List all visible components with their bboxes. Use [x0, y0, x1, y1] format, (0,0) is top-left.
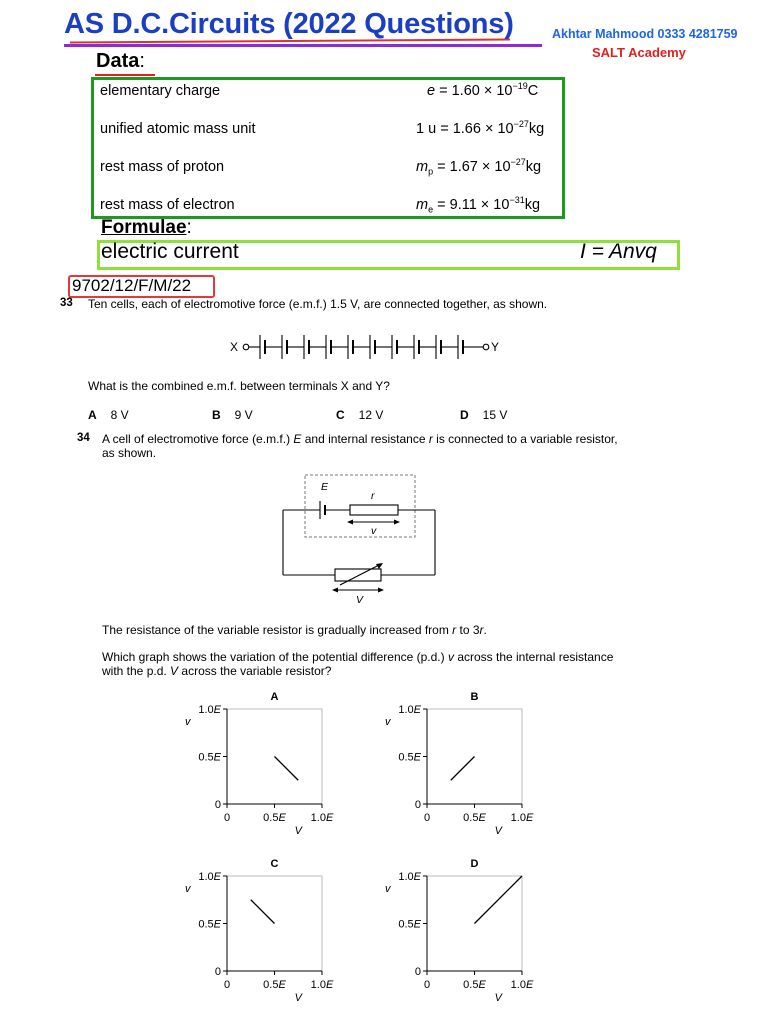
internal-resistance-label: r: [371, 490, 375, 502]
graph-a[interactable]: [170, 688, 360, 836]
x-tick-label: 1.0E: [310, 979, 334, 991]
question-prompt: What is the combined e.m.f. between terminals X and Y?: [88, 379, 390, 393]
x-axis-label: V: [494, 825, 502, 836]
question-text: Ten cells, each of electromotive force (e.m.f.) 1.5 V, are connected together, as shown.: [88, 297, 548, 311]
external-pd-label: V: [356, 594, 364, 606]
formula-expression: I = Anvq: [580, 240, 657, 263]
question-number: 33: [60, 297, 73, 309]
data-line: [475, 876, 523, 924]
academy-name: SALT Academy: [592, 45, 686, 60]
x-tick-label: 0.5E: [263, 812, 286, 824]
question-sentence: Which graph shows the variation of the potential difference (p.d.) v across the internal resistance: [102, 650, 614, 664]
question-text: A cell of electromotive force (e.m.f.) E and internal resistance r is connected to a variable resistor,: [102, 432, 618, 446]
ten-cells-diagram: [225, 330, 500, 364]
x-axis-label: V: [294, 825, 302, 836]
data-row-value: $e = 1.60 \times 10^{-19}C$: [427, 81, 539, 99]
y-tick-label: 0: [414, 966, 421, 978]
option-b[interactable]: B 9 V: [212, 408, 253, 422]
x-tick-label: 0: [223, 812, 231, 824]
x-tick-label: 1.0E: [310, 812, 334, 824]
graph-b[interactable]: [370, 688, 560, 836]
y-tick-label: 0.5E: [398, 918, 421, 931]
x-tick-label: 0: [423, 812, 431, 824]
data-heading: Data:: [96, 50, 145, 72]
data-line: [451, 757, 475, 781]
data-row-label: elementary charge: [100, 83, 221, 99]
option-a[interactable]: A 8 V: [88, 408, 129, 422]
title-underline-purple: [64, 44, 542, 47]
y-tick-label: 0: [414, 799, 421, 811]
question-sentence: The resistance of the variable resistor is gradually increased from r to 3r.: [102, 623, 487, 637]
x-tick-label: 0: [223, 979, 231, 991]
question-text: as shown.: [102, 446, 157, 460]
graph-letter: A: [270, 691, 279, 703]
data-row-value: 1 $u = 1.66 \times 10^{-27}kg$: [416, 119, 545, 137]
y-tick-label: 0: [214, 799, 221, 811]
author-contact: Akhtar Mahmood 0333 4281759: [552, 27, 738, 41]
graph-letter: B: [470, 691, 479, 703]
y-axis-label: v: [185, 716, 191, 728]
x-tick-label: 1.0E: [510, 979, 534, 991]
graph-c[interactable]: [170, 855, 360, 1003]
data-row-label: rest mass of proton: [100, 159, 225, 175]
data-row-label: unified atomic mass unit: [100, 121, 256, 137]
question-sentence: with the p.d. V across the variable resistor?: [102, 664, 332, 678]
y-tick-label: 0.5E: [198, 751, 221, 764]
x-axis-label: V: [494, 992, 502, 1003]
x-tick-label: 1.0E: [510, 812, 534, 824]
internal-pd-label: v: [371, 525, 377, 537]
paper-code: 9702/12/F/M/22: [72, 276, 192, 295]
y-tick-label: 0.5E: [198, 918, 221, 931]
page-title: AS D.C.Circuits (2022 Questions): [64, 8, 514, 40]
data-row-value: $m_e = 9.11 \times 10^{-31}kg$: [416, 195, 541, 215]
data-line: [275, 757, 299, 781]
terminal-y-label: Y: [491, 340, 500, 354]
data-row-label: rest mass of electron: [100, 197, 235, 213]
y-tick-label: 1.0E: [198, 704, 221, 716]
y-tick-label: 0.5E: [398, 751, 421, 764]
x-tick-label: 0.5E: [463, 812, 486, 824]
option-c[interactable]: C 12 V: [336, 408, 384, 422]
x-tick-label: 0: [423, 979, 431, 991]
y-tick-label: 1.0E: [398, 871, 421, 883]
emf-label: E: [321, 481, 329, 493]
y-axis-label: v: [385, 883, 391, 895]
data-heading-underline: [95, 74, 155, 76]
graph-d[interactable]: [370, 855, 560, 1003]
y-tick-label: 1.0E: [398, 704, 421, 716]
graph-letter: D: [470, 858, 479, 870]
circuit-diagram: [275, 468, 445, 608]
data-line: [251, 900, 275, 924]
data-row-value: $m_p = 1.67 \times 10^{-27}kg$: [416, 157, 542, 177]
x-axis-label: V: [294, 992, 302, 1003]
question-number: 34: [77, 432, 90, 444]
y-axis-label: v: [185, 883, 191, 895]
x-tick-label: 0.5E: [263, 979, 286, 991]
y-axis-label: v: [385, 716, 391, 728]
graph-letter: C: [270, 858, 279, 870]
formula-label: electric current: [101, 240, 239, 263]
terminal-x-label: X: [230, 340, 239, 354]
x-tick-label: 0.5E: [463, 979, 486, 991]
option-d[interactable]: D 15 V: [460, 408, 508, 422]
y-tick-label: 0: [214, 966, 221, 978]
y-tick-label: 1.0E: [198, 871, 221, 883]
formulae-heading: Formulae:: [101, 217, 192, 238]
